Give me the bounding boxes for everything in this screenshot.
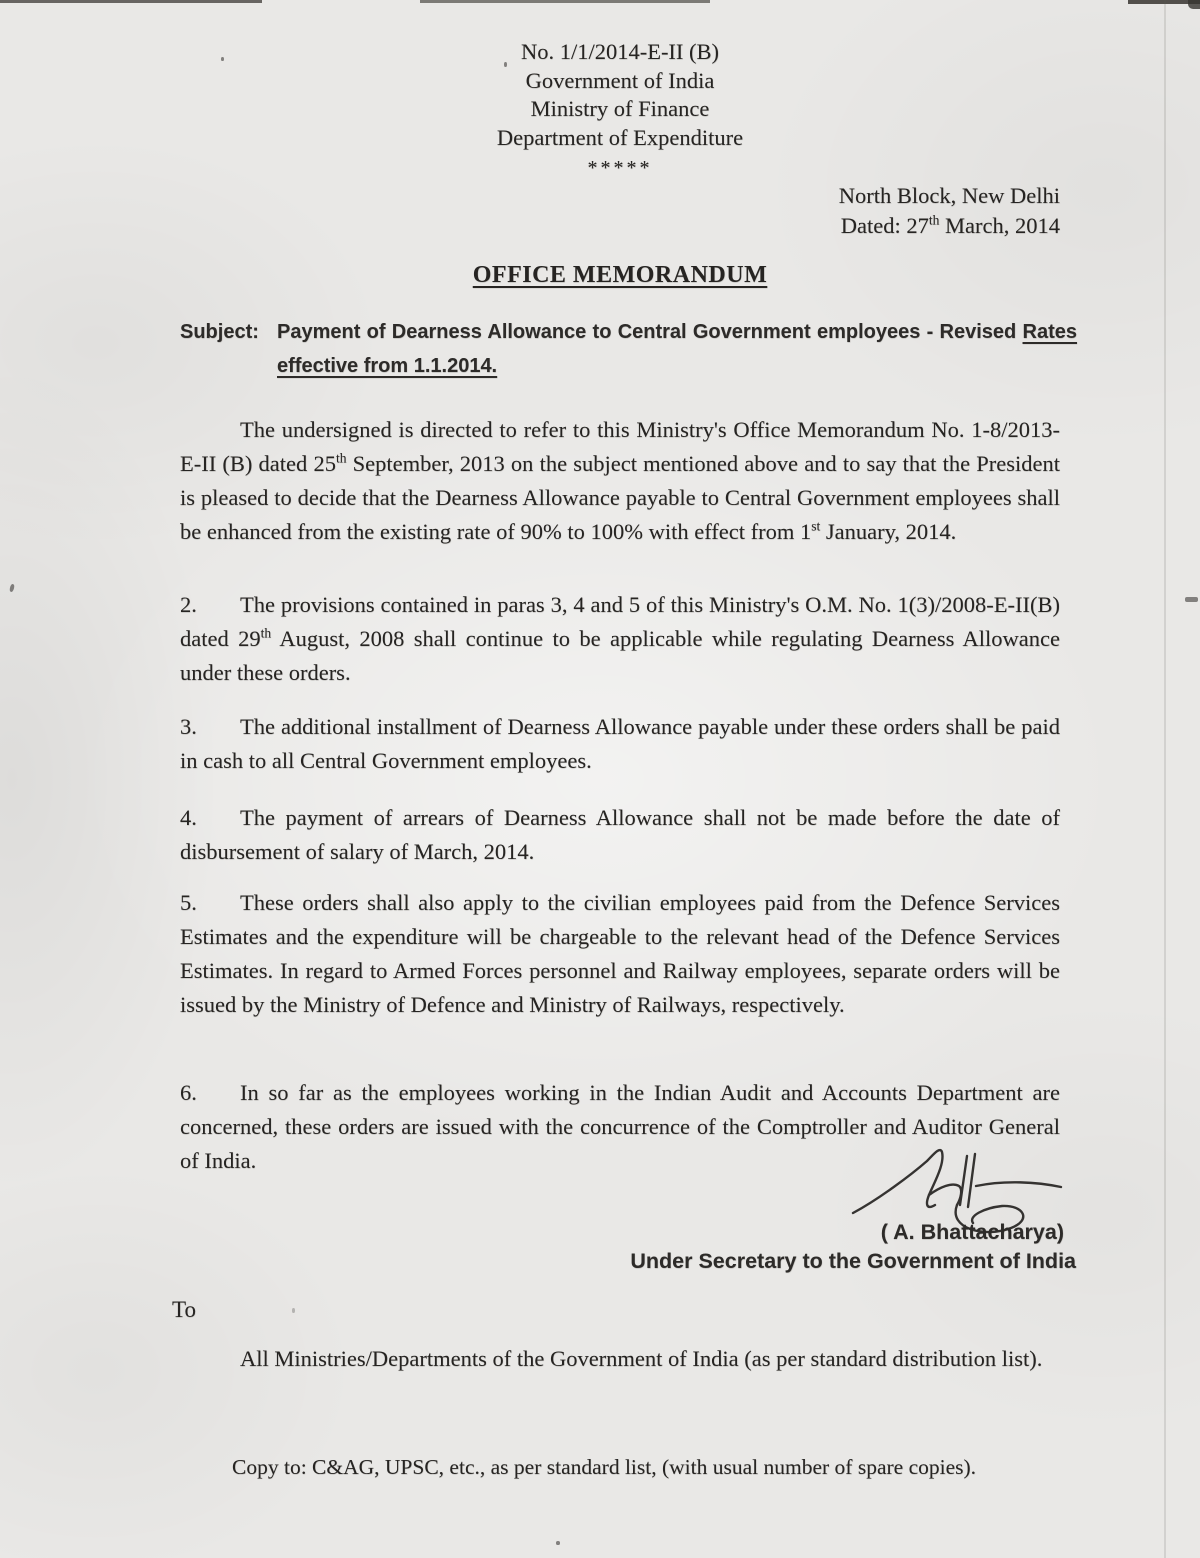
signatory-name: ( A. Bhattacharya) — [880, 1220, 1064, 1244]
memo-heading: OFFICE MEMORANDUM — [472, 262, 768, 288]
paragraph-5 — [180, 886, 1060, 1022]
scan-speck — [292, 1308, 295, 1313]
paragraph-text: The undersigned is directed to refer to this Ministry's Office Memorandum No. 1-8/2013-E-II (B) dated 25th September, 2013 on the subject mentioned above and to say that the President is pleased to decide that the Dearness Allowance payable to Central Government employees shall be enhanced from the existing rate of 90% to 100% with effect from 1st January, 2014. — [180, 417, 1060, 544]
paragraph-number: 3. — [180, 714, 197, 739]
subject-text: Payment of Dearness Allowance to Central Government employees - Revised Rates effective from 1.1.2014. — [277, 321, 1077, 377]
place-line: North Block, New Delhi — [838, 183, 1060, 208]
subject-block — [180, 315, 1080, 383]
signatory-title: Under Secretary to the Government of India — [630, 1249, 1076, 1273]
date-line: Dated: 27th March, 2014 — [840, 212, 1060, 238]
scan-corner-artifact — [1188, 0, 1200, 9]
letterhead — [180, 38, 1060, 183]
org-line-government: Government of India — [525, 67, 715, 93]
reference-number: No. 1/1/2014-E-II (B) — [520, 39, 720, 64]
paragraph-text: The provisions contained in paras 3, 4 and 5 of this Ministry's O.M. No. 1(3)/2008-E-II(B) dated 29th August, 2008 shall continue to be applicable while regulating Dearness Allowance under these orders. — [180, 592, 1061, 685]
separator-stars: ***** — [587, 157, 653, 179]
paragraph-number: 6. — [180, 1080, 197, 1105]
org-line-ministry: Ministry of Finance — [530, 96, 710, 121]
scan-speck — [9, 584, 15, 593]
copy-to-text: Copy to: C&AG, UPSC, etc., as per standard list, (with usual number of spare copies). — [232, 1455, 977, 1479]
paragraph-text: These orders shall also apply to the civilian employees paid from the Defence Services Estimates and the expenditure will be chargeable to the relevant head of the Defence Services Estimates. In regard to Armed Forces personnel and Railway employees, separate orders will be issued by the Ministry of Defence and Ministry of Railways, respectively. — [180, 890, 1060, 1017]
org-line-department: Department of Expenditure — [496, 124, 744, 150]
scan-edge-artifact — [420, 0, 710, 3]
paragraph-number: 5. — [180, 890, 197, 915]
addressee-text: All Ministries/Departments of the Government of India (as per standard distribution list). — [240, 1346, 1043, 1371]
paragraph-4 — [180, 801, 1060, 869]
scan-speck — [556, 1541, 560, 1545]
to-label: To — [172, 1297, 196, 1322]
paragraph-text: The additional installment of Dearness Allowance payable under these orders shall be paid in cash to all Central Government employees. — [180, 714, 1060, 773]
paragraph-1 — [180, 413, 1060, 549]
date-block — [180, 181, 1060, 241]
paragraph-text: In so far as the employees working in the Indian Audit and Accounts Department are concerned, these orders are issued with the concurrence of the Comptroller and Auditor General of India. — [180, 1080, 1060, 1173]
paragraph-number: 2. — [180, 592, 197, 617]
scan-speck — [1185, 597, 1198, 602]
paragraph-number: 4. — [180, 805, 197, 830]
paragraph-2 — [180, 588, 1060, 690]
paragraph-3 — [180, 710, 1060, 778]
subject-label: Subject: — [180, 321, 259, 343]
scan-fold-line — [1164, 0, 1166, 1558]
scan-edge-artifact — [0, 0, 262, 3]
paragraph-text: The payment of arrears of Dearness Allowance shall not be made before the date of disbursement of salary of March, 2014. — [180, 805, 1060, 864]
